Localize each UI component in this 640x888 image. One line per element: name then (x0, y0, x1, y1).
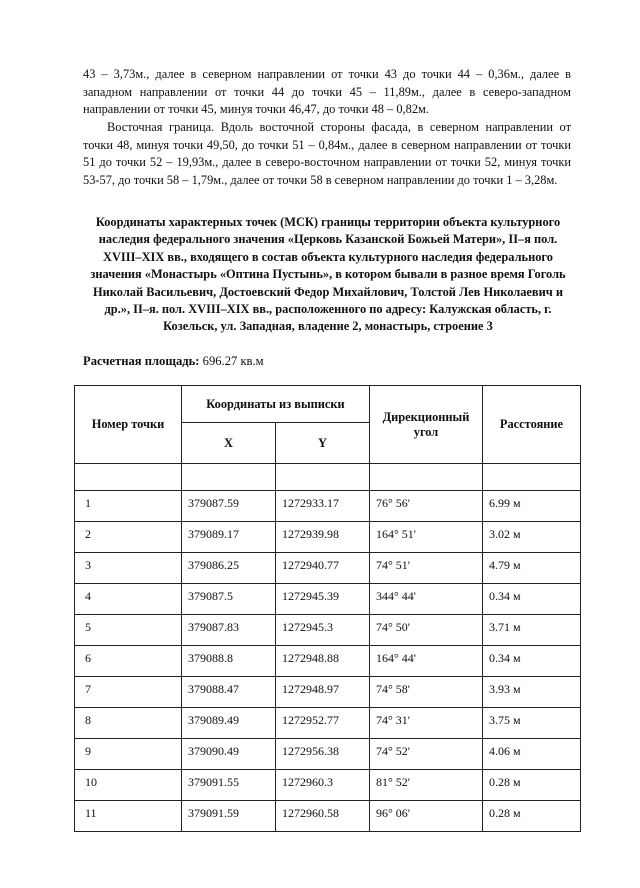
angle-cell: 74° 52' (370, 739, 483, 770)
x-cell: 379088.47 (182, 677, 276, 708)
x-cell: 379091.55 (182, 770, 276, 801)
distance-cell: 0.34 м (483, 584, 581, 615)
point-number-cell: 2 (75, 522, 182, 553)
y-cell: 1272952.77 (276, 708, 370, 739)
header-coordinates: Координаты из выписки (182, 386, 370, 423)
table-body (75, 464, 581, 832)
angle-cell: 81° 52' (370, 770, 483, 801)
section-heading: Координаты характерных точек (МСК) границы территории объекта культурного наследия федерального значения «Церковь Казанской Божьей Матери», II–я пол. XVIII–XIX вв., входящего в состав объекта культурного наследия федерального значения «Монастырь «Оптина Пустынь», в котором бывали в разное время Гоголь Николай Васильевич, Достоевский Федор Михайлович, Толстой Лев Николаевич и др.», II–я. пол. XVIII–XIX вв., расположенного по адресу: Калужская область, г. Козельск, ул. Западная, владение 2, монастырь, строение 3 (90, 215, 566, 334)
header-x: X (182, 423, 276, 464)
table-row (75, 491, 581, 522)
point-number-cell: 9 (75, 739, 182, 770)
area-value: 696.27 кв.м (202, 354, 264, 368)
angle-cell: 74° 31' (370, 708, 483, 739)
distance-cell: 3.93 м (483, 677, 581, 708)
distance-cell: 3.75 м (483, 708, 581, 739)
point-number-cell: 11 (75, 801, 182, 832)
paragraph-eastern-boundary-text: Восточная граница. Вдоль восточной стороны фасада, в северном направлении от точки 48, минуя точки 49,50, до точки 51 – 0,84м., далее в северном направлении от точки 51 до точки 52 – 19,93м., далее в северо-восточном направлении от точки 52, минуя точки 53-57, до точки 58 – 1,79м., далее от точки 58 в северном направлении до точки 1 – 3,28м. (83, 120, 571, 187)
distance-cell: 4.79 м (483, 553, 581, 584)
x-cell: 379087.83 (182, 615, 276, 646)
header-direction-angle: Дирекционный угол (370, 386, 483, 464)
distance-cell: 3.02 м (483, 522, 581, 553)
area-label: Расчетная площадь: (83, 354, 200, 368)
x-cell: 379089.17 (182, 522, 276, 553)
x-cell: 379088.8 (182, 646, 276, 677)
table-row (75, 553, 581, 584)
table-row (75, 522, 581, 553)
x-cell: 379090.49 (182, 739, 276, 770)
table-row (75, 739, 581, 770)
y-cell: 1272945.3 (276, 615, 370, 646)
y-cell: 1272939.98 (276, 522, 370, 553)
point-number-cell: 1 (75, 491, 182, 522)
x-cell: 379087.5 (182, 584, 276, 615)
table-row (75, 801, 581, 832)
y-cell: 1272948.88 (276, 646, 370, 677)
table-row (75, 770, 581, 801)
point-number-cell: 3 (75, 553, 182, 584)
distance-cell: 6.99 м (483, 491, 581, 522)
point-number-cell: 10 (75, 770, 182, 801)
point-number-cell: 6 (75, 646, 182, 677)
y-cell: 1272960.3 (276, 770, 370, 801)
distance-cell: 3.71 м (483, 615, 581, 646)
angle-cell: 74° 50' (370, 615, 483, 646)
header-y: Y (276, 423, 370, 464)
angle-cell: 164° 51' (370, 522, 483, 553)
distance-cell: 4.06 м (483, 739, 581, 770)
distance-cell: 0.28 м (483, 770, 581, 801)
y-cell: 1272933.17 (276, 491, 370, 522)
angle-cell: 76° 56' (370, 491, 483, 522)
table-row (75, 677, 581, 708)
distance-cell: 0.34 м (483, 646, 581, 677)
table-row (75, 708, 581, 739)
x-cell: 379091.59 (182, 801, 276, 832)
angle-cell: 74° 58' (370, 677, 483, 708)
spacer-row (75, 464, 581, 491)
coordinates-table (74, 385, 581, 832)
angle-cell: 344° 44' (370, 584, 483, 615)
header-point-number: Номер точки (75, 386, 182, 464)
point-number-cell: 7 (75, 677, 182, 708)
paragraph-eastern-boundary (83, 119, 571, 189)
point-number-cell: 5 (75, 615, 182, 646)
y-cell: 1272945.39 (276, 584, 370, 615)
paragraph-western-boundary: 43 – 3,73м., далее в северном направлении от точки 43 до точки 44 – 0,36м., далее в западном направлении от точки 44 до точки 45 – 11,89м., далее в северо-западном направлении от точки 45, минуя точки 46,47, до точки 48 – 0,82м. (83, 67, 571, 117)
x-cell: 379086.25 (182, 553, 276, 584)
x-cell: 379087.59 (182, 491, 276, 522)
table-row (75, 646, 581, 677)
header-distance: Расстояние (483, 386, 581, 464)
point-number-cell: 4 (75, 584, 182, 615)
table-row (75, 615, 581, 646)
angle-cell: 96° 06' (370, 801, 483, 832)
angle-cell: 164° 44' (370, 646, 483, 677)
table-row (75, 584, 581, 615)
y-cell: 1272940.77 (276, 553, 370, 584)
calculated-area (83, 354, 264, 369)
distance-cell: 0.28 м (483, 801, 581, 832)
y-cell: 1272956.38 (276, 739, 370, 770)
x-cell: 379089.49 (182, 708, 276, 739)
y-cell: 1272948.97 (276, 677, 370, 708)
y-cell: 1272960.58 (276, 801, 370, 832)
point-number-cell: 8 (75, 708, 182, 739)
angle-cell: 74° 51' (370, 553, 483, 584)
